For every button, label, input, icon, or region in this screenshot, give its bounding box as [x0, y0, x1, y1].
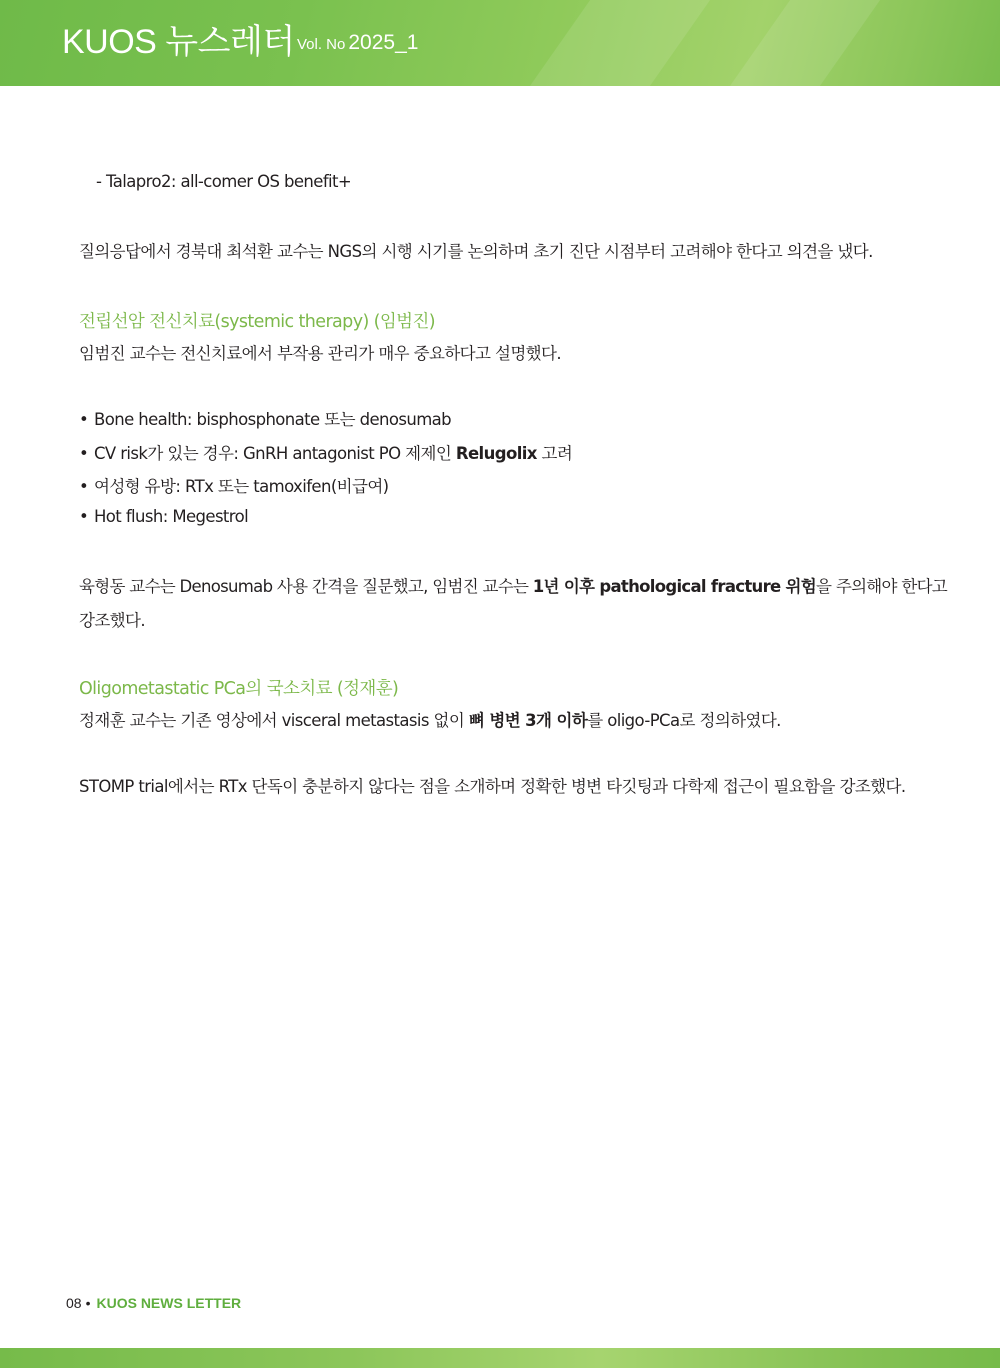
header-decor-stripe	[530, 0, 710, 86]
bullet-item: • Bone health: bisphosphonate 또는 denosumab	[79, 410, 452, 429]
header-banner	[0, 0, 1000, 86]
bullet-item: • 여성형 유방: RTx 또는 tamoxifen(비급여)	[79, 477, 389, 496]
denosumab-paragraph: 육형동 교수는 Denosumab 사용 간격을 질문했고, 임범진 교수는 1년 이후 pathological fracture 위험을 주의해야 한다고	[79, 577, 948, 596]
newsletter-title: KUOS 뉴스레터	[62, 23, 295, 61]
header-decor-stripe	[730, 0, 880, 86]
volume-number: 2025_1	[348, 31, 419, 54]
stomp-paragraph: STOMP trial에서는 RTx 단독이 충분하지 않다는 점을 소개하며 정확한 병변 타깃팅과 다학제 접근이 필요함을 강조했다.	[79, 777, 906, 796]
page-footer	[66, 1295, 241, 1311]
section-heading-systemic-therapy: 전립선암 전신치료(systemic therapy) (임범진)	[79, 312, 436, 332]
intro-line: - Talapro2: all-comer OS benefit+	[96, 172, 352, 191]
bullet-dot: •	[79, 477, 89, 496]
footer-bar	[0, 1348, 1000, 1368]
qa-paragraph: 질의응답에서 경북대 최석환 교수는 NGS의 시행 시기를 논의하며 초기 진단 시점부터 고려해야 한다고 의견을 냈다.	[79, 242, 873, 261]
section-heading-oligometastatic: Oligometastatic PCa의 국소치료 (정재훈)	[79, 679, 399, 699]
section1-intro: 임범진 교수는 전신치료에서 부작용 관리가 매우 중요하다고 설명했다.	[79, 344, 561, 363]
bullet-dot: •	[79, 410, 89, 429]
volume-info	[297, 31, 418, 55]
bullet-item: • CV risk가 있는 경우: GnRH antagonist PO 제제인 Relugolix 고려	[79, 444, 573, 463]
footer-brand: KUOS NEWS LETTER	[96, 1295, 242, 1311]
bullet-item: • Hot flush: Megestrol	[79, 507, 249, 526]
section2-intro: 정재훈 교수는 기존 영상에서 visceral metastasis 없이 뼈 병변 3개 이하를 oligo-PCa로 정의하였다.	[79, 711, 781, 730]
volume-label: Vol. No	[297, 36, 346, 53]
page-number: 08	[66, 1295, 82, 1311]
denosumab-paragraph-cont: 강조했다.	[79, 611, 146, 630]
footer-separator: •	[85, 1295, 91, 1311]
bullet-dot: •	[79, 444, 89, 463]
bullet-dot: •	[79, 507, 89, 526]
